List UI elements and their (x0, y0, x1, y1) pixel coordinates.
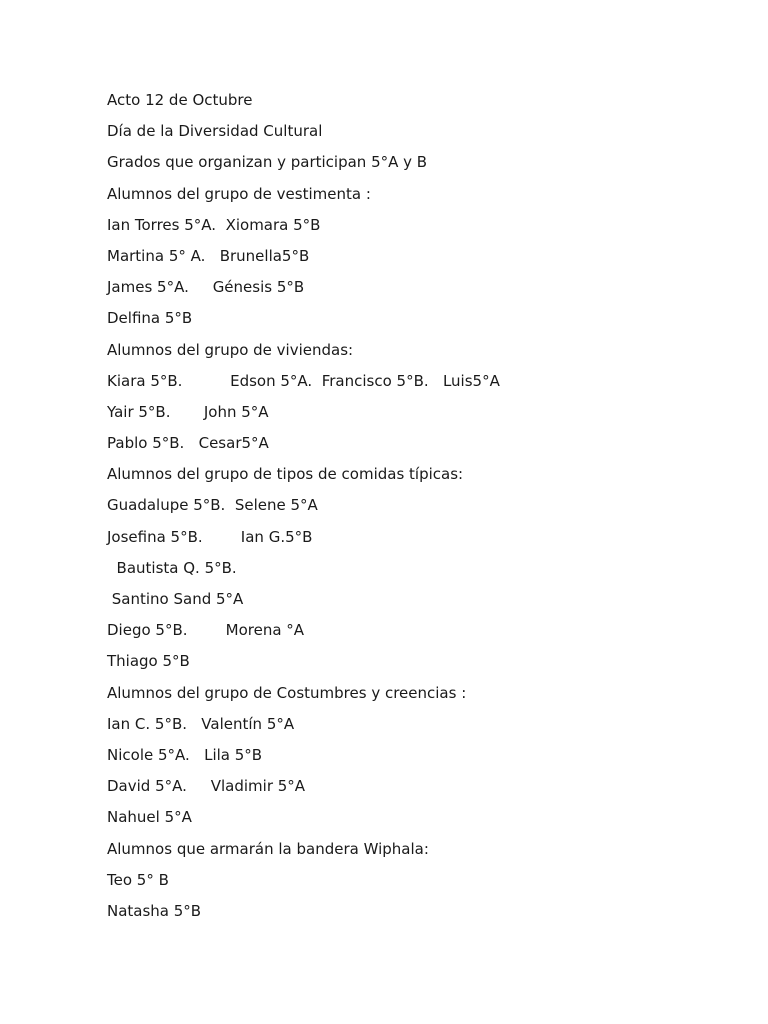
student-line: Thiago 5°B (107, 652, 190, 671)
student-line: Ian C. 5°B. Valentín 5°A (107, 714, 295, 733)
student-line: Diego 5°B. Morena °A (107, 621, 305, 640)
student-line: Natasha 5°B (107, 901, 202, 920)
student-line: Nicole 5°A. Lila 5°B (107, 745, 263, 764)
document-title: Acto 12 de Octubre (107, 91, 253, 109)
section-heading-viviendas: Alumnos del grupo de viviendas: (107, 340, 354, 359)
section-heading-vestimenta: Alumnos del grupo de vestimenta : (107, 184, 371, 203)
student-line: Josefina 5°B. Ian G.5°B (107, 527, 313, 546)
student-line: Yair 5°B. John 5°A (107, 402, 269, 421)
student-line: Bautista Q. 5°B. (107, 558, 237, 577)
student-line: Guadalupe 5°B. Selene 5°A (107, 496, 318, 515)
student-line: Martina 5° A. Brunella5°B (107, 246, 310, 265)
student-line: Ian Torres 5°A. Xiomara 5°B (107, 215, 321, 234)
student-line: Nahuel 5°A (107, 808, 192, 827)
document-body (107, 90, 727, 932)
student-line: Pablo 5°B. Cesar5°A (107, 434, 269, 453)
student-line: Kiara 5°B. Edson 5°A. Francisco 5°B. Luis5°A (107, 371, 500, 390)
student-line: Teo 5° B (107, 870, 169, 889)
section-heading-comidas: Alumnos del grupo de tipos de comidas típicas: (107, 465, 464, 484)
student-line: Delfina 5°B (107, 309, 193, 328)
document-subtitle: Día de la Diversidad Cultural (107, 122, 323, 141)
student-line: James 5°A. Génesis 5°B (107, 278, 305, 297)
student-line: David 5°A. Vladimir 5°A (107, 777, 306, 796)
grades-line: Grados que organizan y participan 5°A y B (107, 153, 428, 172)
section-heading-costumbres: Alumnos del grupo de Costumbres y creencias : (107, 683, 467, 702)
student-line: Santino Sand 5°A (107, 590, 244, 608)
section-heading-wiphala: Alumnos que armarán la bandera Wiphala: (107, 839, 429, 858)
